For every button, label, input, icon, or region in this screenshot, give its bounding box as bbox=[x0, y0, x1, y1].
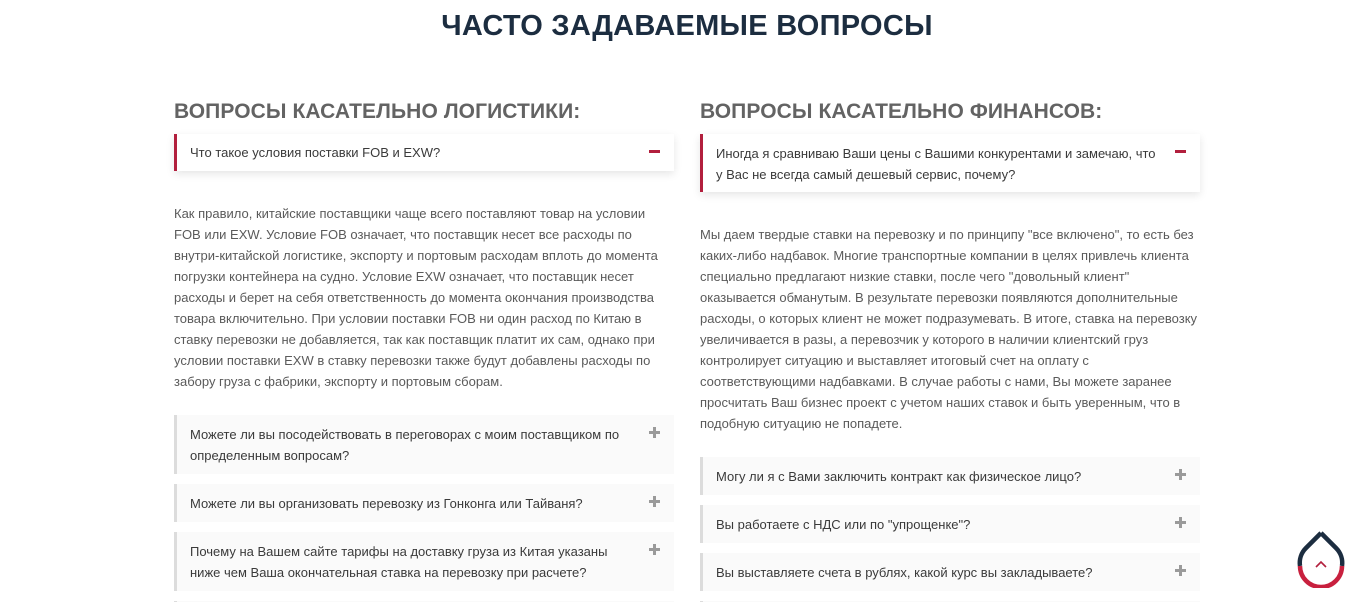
faq-item-individual-contract[interactable] bbox=[700, 457, 1200, 495]
faq-question: Вы работаете с НДС или по "упрощенке"? bbox=[716, 517, 971, 532]
faq-item-vat[interactable] bbox=[700, 505, 1200, 543]
faq-question: Вы выставляете счета в рублях, какой курс вы закладываете? bbox=[716, 565, 1093, 580]
scroll-to-top-button[interactable] bbox=[1296, 530, 1346, 588]
faq-question: Могу ли я с Вами заключить контракт как физическое лицо? bbox=[716, 469, 1082, 484]
minus-icon[interactable] bbox=[1175, 146, 1186, 157]
plus-icon[interactable] bbox=[1175, 517, 1186, 528]
faq-question: Можете ли вы посодействовать в переговорах с моим поставщиком по определенным вопросам? bbox=[190, 427, 620, 463]
plus-icon[interactable] bbox=[649, 496, 660, 507]
faq-item-rubles-rate[interactable] bbox=[700, 553, 1200, 591]
faq-answer: Как правило, китайские поставщики чаще всего поставляют товар на условии FOB или EXW. Условие FOB означает, что поставщик несет все расходы по внутри-китайской логистике, экспорту и портовым расходам вплоть до момента погрузки контейнера на судно. Условие EXW означает, что поставщик несет расходы и берет на себя ответственность до момента окончания производства товара включительно. При условии поставки FOB ни один расход по Китаю в ставку перевозки не добавляется, так как поставщик платит их сам, однако при условии поставки EXW в ставку перевозки также будут добавлены расходы по забору груза с фабрики, экспорту и портовым сборам. bbox=[174, 206, 658, 389]
finance-faq-section bbox=[700, 98, 1200, 602]
logistics-faq-section bbox=[174, 98, 674, 602]
faq-item-fob-exw[interactable] bbox=[174, 134, 674, 171]
faq-question: Можете ли вы организовать перевозку из Гонконга или Тайваня? bbox=[190, 496, 583, 511]
plus-icon[interactable] bbox=[649, 544, 660, 555]
plus-icon[interactable] bbox=[1175, 565, 1186, 576]
faq-question: Почему на Вашем сайте тарифы на доставку груза из Китая указаны ниже чем Ваша окончательная ставка на перевозку при расчете? bbox=[190, 544, 608, 580]
faq-answer: Мы даем твердые ставки на перевозку и по принципу "все включено", то есть без каких-либо надбавок. Многие транспортные компании в целях привлечь клиента специально предлагают низкие ставки, после чего "довольный клиент" оказывается обманутым. В результате перевозки появляются дополнительные расходы, о которых клиент не может подразумевать. В итоге, ставка на перевозку увеличивается в разы, а перевозчик у которого в наличии клиентский груз контролирует ситуацию и выставляет итоговый счет на оплату с соответствующими надбавками. В случае работы с нами, Вы можете заранее просчитать Ваш бизнес проект с учетом наших ставок и быть уверенным, что в подобную ситуацию не попадете. bbox=[700, 227, 1198, 431]
faq-item-hongkong-taiwan[interactable] bbox=[174, 484, 674, 522]
finance-section-title: ВОПРОСЫ КАСАТЕЛЬНО ФИНАНСОВ: bbox=[700, 100, 1103, 123]
page-title: ЧАСТО ЗАДАВАЕМЫЕ ВОПРОСЫ bbox=[441, 10, 933, 42]
minus-icon[interactable] bbox=[649, 146, 660, 157]
faq-item-prices-competitors[interactable] bbox=[700, 134, 1200, 192]
plus-icon[interactable] bbox=[1175, 469, 1186, 480]
faq-item-tariffs[interactable] bbox=[174, 532, 674, 591]
chevron-up-icon bbox=[1296, 530, 1346, 588]
plus-icon[interactable] bbox=[649, 427, 660, 438]
faq-item-negotiation[interactable] bbox=[174, 415, 674, 474]
logistics-section-title: ВОПРОСЫ КАСАТЕЛЬНО ЛОГИСТИКИ: bbox=[174, 100, 581, 123]
faq-question: Иногда я сравниваю Ваши цены с Вашими конкурентами и замечаю, что у Вас не всегда самый дешевый сервис, почему? bbox=[716, 146, 1156, 182]
faq-question: Что такое условия поставки FOB и EXW? bbox=[190, 145, 441, 160]
